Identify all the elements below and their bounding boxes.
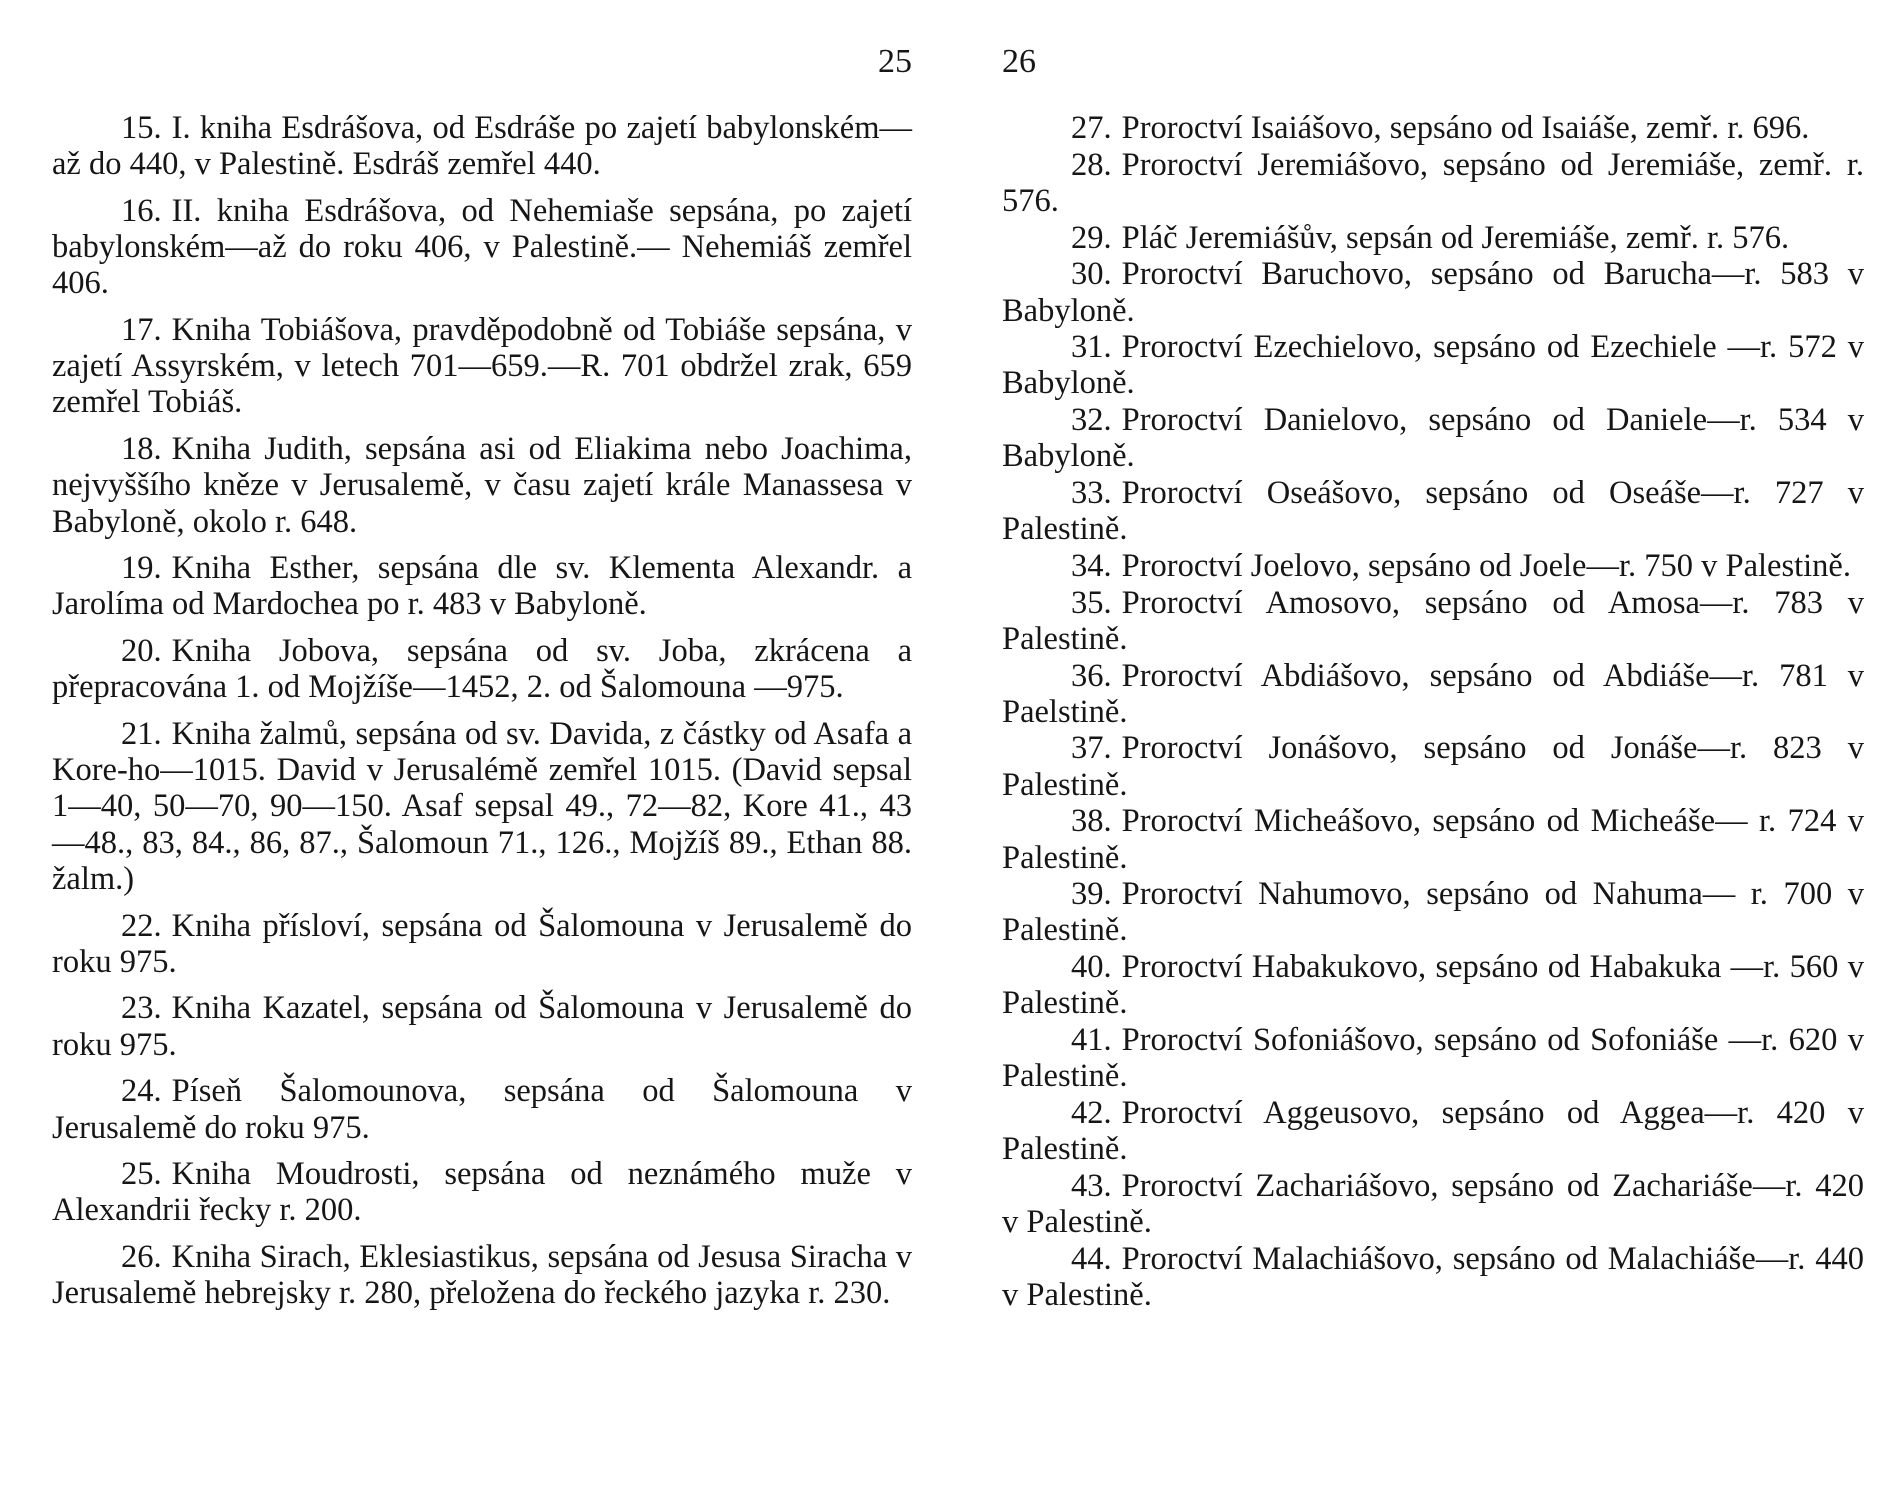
entry-number: 18. [121,431,162,468]
entry-number: 23. [121,990,162,1027]
book-entry-24 [52,1073,912,1145]
entry-number: 33. [1071,475,1112,512]
entry-number: 38. [1071,803,1112,840]
entry-number: 22. [121,907,162,944]
book-entry-44 [1002,1241,1864,1313]
book-entry-32 [1002,402,1864,474]
book-entry-19 [52,550,912,622]
entry-text: Proroctví Baruchovo, sepsáno od Barucha—r. 583 v Babyloně. [1002,256,1864,329]
entry-text: Proroctví Aggeusovo, sepsáno od Aggea—r. 420 v Palestině. [1002,1094,1864,1168]
entry-number: 31. [1071,329,1112,366]
book-entry-39 [1002,876,1864,948]
book-entry-23 [52,990,912,1062]
entry-text: Proroctví Sofoniášovo, sepsáno od Sofoniáše —r. 620 v Palestině. [1002,1022,1864,1095]
book-entry-40 [1002,949,1864,1021]
entry-text: II. kniha Esdrášova, od Nehemiaše sepsána, po zajetí babylonském—až do roku 406, v Palestině.— Nehemiáš zemřel 406. [52,192,912,302]
entry-number: 21. [121,716,162,753]
page-number-left: 25 [878,43,912,80]
entry-text: Kniha Jobova, sepsána od sv. Joba, zkrácena a přepracována 1. od Mojžíše—1452, 2. od Šalomouna —975. [52,633,912,706]
entry-number: 44. [1071,1240,1112,1277]
entry-number: 34. [1071,547,1112,584]
entry-number: 36. [1071,657,1112,694]
entry-number: 30. [1071,256,1112,293]
entry-text: Kniha přísloví, sepsána od Šalomouna v Jerusalemě do roku 975. [52,907,912,980]
book-entry-33 [1002,475,1864,547]
book-entry-18 [52,431,912,540]
left-entries-list [52,110,912,1322]
entry-number: 37. [1071,730,1112,767]
entry-number: 27. [1071,110,1112,146]
entry-number: 39. [1071,876,1112,913]
book-entry-22 [52,908,912,980]
book-entry-29 [1002,220,1864,256]
entry-number: 42. [1071,1094,1112,1131]
entry-text: Proroctví Joelovo, sepsáno od Joele—r. 750 v Palestině. [1121,547,1851,584]
entry-text: Proroctví Jeremiášovo, sepsáno od Jeremiáše, zemř. r. 576. [1002,146,1864,219]
book-entry-17 [52,312,912,421]
page-number-right: 26 [1002,43,1036,80]
entry-text: Pláč Jeremiášův, sepsán od Jeremiáše, zemř. r. 576. [1121,219,1790,256]
entry-number: 20. [121,633,162,670]
entry-text: Kniha Sirach, Eklesiastikus, sepsána od Jesusa Siracha v Jerusalemě hebrejsky r. 280, přeložena do řeckého jazyka r. 230. [52,1239,912,1312]
entry-text: Proroctví Micheášovo, sepsáno od Micheáše— r. 724 v Palestině. [1002,803,1864,876]
entry-text: Kniha žalmů, sepsána od sv. Davida, z částky od Asafa a Kore-ho—1015. David v Jerusalémě zemřel 1015. (David sepsal 1—40, 50—70, 90—150. Asaf sepsal 49., 72—82, Kore 41., 43—48., 83, 84., 86, 87., Šalomoun 71., 126., Mojžíš 89., Ethan 88. žalm.) [52,716,912,897]
entry-text: Píseň Šalomounova, sepsána od Šalomouna v Jerusalemě do roku 975. [52,1073,912,1146]
entry-number: 43. [1071,1167,1112,1204]
entry-text: Proroctví Isaiášovo, sepsáno od Isaiáše, zemř. r. 696. [1121,110,1810,146]
entry-number: 28. [1071,146,1112,183]
entry-number: 41. [1071,1022,1112,1059]
book-entry-15 [52,110,912,182]
entry-number: 17. [121,312,162,349]
entry-text: Kniha Judith, sepsána asi od Eliakima nebo Joachima, nejvyššího kněze v Jerusalemě, v času zajetí krále Manassesa v Babyloně, okolo r. 648. [52,431,912,540]
entry-number: 26. [121,1239,162,1276]
book-entry-25 [52,1156,912,1228]
entry-number: 25. [121,1156,162,1193]
entry-text: Proroctví Amosovo, sepsáno od Amosa—r. 783 v Palestině. [1002,584,1864,657]
entry-text: Proroctví Abdiášovo, sepsáno od Abdiáše—r. 781 v Paelstině. [1002,657,1864,730]
entry-number: 29. [1071,219,1112,256]
entry-text: Proroctví Jonášovo, sepsáno od Jonáše—r. 823 v Palestině. [1002,730,1864,803]
entry-text: Proroctví Malachiášovo, sepsáno od Malachiáše—r. 440 v Palestině. [1002,1240,1864,1313]
entry-number: 35. [1071,584,1112,621]
book-entry-37 [1002,730,1864,802]
book-entry-27 [1002,110,1864,146]
book-entry-21 [52,716,912,897]
entry-text: I. kniha Esdrášova, od Esdráše po zajetí babylonském—až do 440, v Palestině. Esdráš zemřel 440. [52,110,912,183]
book-entry-30 [1002,256,1864,328]
left-page [52,0,912,1500]
book-entry-16 [52,193,912,302]
book-entry-26 [52,1239,912,1311]
entry-number: 19. [121,550,162,587]
book-entry-42 [1002,1095,1864,1167]
book-entry-36 [1002,658,1864,730]
entry-text: Proroctví Habakukovo, sepsáno od Habakuka —r. 560 v Palestině. [1002,949,1864,1022]
entry-number: 24. [121,1073,162,1110]
entry-number: 32. [1071,402,1112,439]
entry-text: Proroctví Danielovo, sepsáno od Daniele—r. 534 v Babyloně. [1002,402,1864,475]
book-entry-38 [1002,803,1864,875]
entry-text: Proroctví Nahumovo, sepsáno od Nahuma— r. 700 v Palestině. [1002,876,1864,949]
book-entry-31 [1002,329,1864,401]
book-entry-20 [52,633,912,705]
entry-number: 16. [121,192,162,229]
book-entry-43 [1002,1168,1864,1240]
book-entry-41 [1002,1022,1864,1094]
entry-text: Proroctví Ezechielovo, sepsáno od Ezechiele —r. 572 v Babyloně. [1002,329,1864,402]
entry-text: Kniha Moudrosti, sepsána od neznámého muže v Alexandrii řecky r. 200. [52,1156,912,1229]
right-entries-list [1002,110,1864,1314]
entry-text: Kniha Kazatel, sepsána od Šalomouna v Jerusalemě do roku 975. [52,990,912,1063]
entry-text: Proroctví Oseášovo, sepsáno od Oseáše—r. 727 v Palestině. [1002,475,1864,548]
entry-text: Kniha Esther, sepsána dle sv. Klementa Alexandr. a Jarolíma od Mardochea po r. 483 v Babyloně. [52,550,912,623]
book-entry-28 [1002,147,1864,219]
entry-text: Proroctví Zachariášovo, sepsáno od Zachariáše—r. 420 v Palestině. [1002,1167,1864,1241]
book-entry-35 [1002,585,1864,657]
entry-text: Kniha Tobiášova, pravděpodobně od Tobiáše sepsána, v zajetí Assyrském, v letech 701—659.—R. 701 obdržel zrak, 659 zemřel Tobiáš. [52,312,912,421]
book-entry-34 [1002,548,1864,584]
right-page [1002,0,1864,1500]
entry-number: 40. [1071,949,1112,986]
entry-number: 15. [121,110,162,146]
